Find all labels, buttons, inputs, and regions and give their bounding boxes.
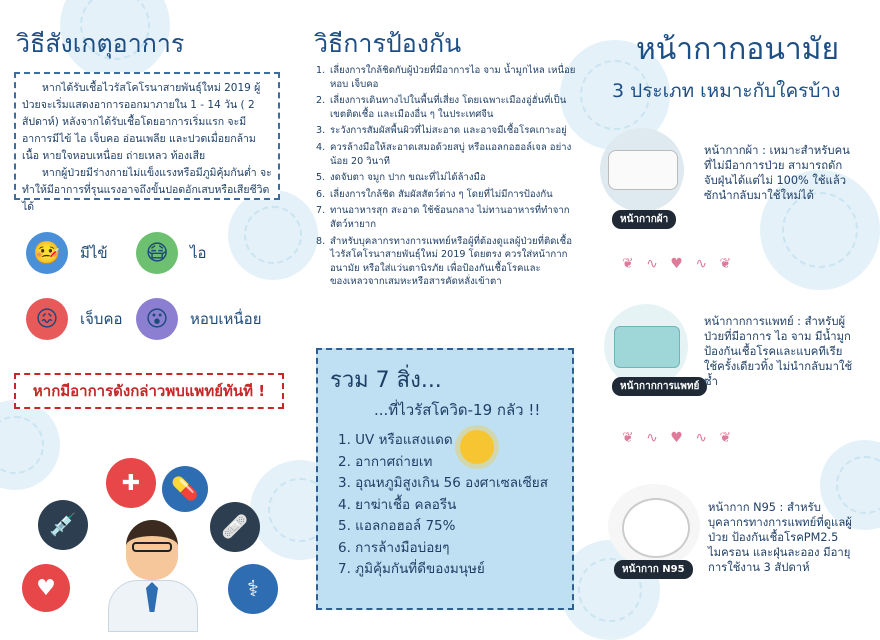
symptoms-description-box [14,72,280,213]
doctor-illustration [14,438,292,625]
list-item: 5. แอลกอฮอล์ 75% [338,518,456,534]
breathless-icon: 😮 [136,298,178,340]
list-item: 8. สำหรับบุคลากรทางการแพทย์หรือผู้ที่ต้องดูแลผู้ป่วยที่ติดเชื้อไวรัสโคโรนาสายพันธุ์ใหม่ 2019 โดยตรง ควรใส่หน้ากากอนามัย หรือใส่แว่นตานิรภัย เพื่อป้องกันเชื้อโรคและของเหลวจากเสมหะหรือสารคัดหลั่งเข้าตา [316,235,572,288]
list-item: 6. การล้างมือบ่อยๆ [338,539,450,556]
list-item: 4. ยาฆ่าเชื้อ คลอรีน [338,496,457,513]
list-item: 7. ทานอาหารสุก สะอาด ใช้ช้อนกลาง ไม่ทานอาหารที่ทำจากสัตว์หายาก [316,205,570,230]
list-item: 1. เลี่ยงการใกล้ชิดกับผู้ป่วยที่มีอาการไอ จาม น้ำมูกไหล เหนื่อยหอบ เจ็บคอ [316,65,576,90]
symptom-label: ไอ [190,244,207,262]
symptom-shortness-of-breath [136,298,261,340]
symptom-label: หอบเหนื่อย [190,310,262,328]
symptoms-paragraph-1: หากได้รับเชื้อไวรัสโคโรนาสายพันธุ์ใหม่ 2019 ผู้ป่วยจะเริ่มแสดงอาการออกมาภายใน 1 - 14 วัน ( 2 สัปดาห์) หลังจากได้รับเชื้อโดยอาการเริ่มแรก จะมีอาการมีไข้ ไอ เจ็บคอ อ่อนเพลีย และปวดเมื่อยกล้ามเนื้อ หายใจหอบเหนื่อย ถ่ายเหลว ท้องเสีย [22,82,261,162]
first-aid-icon: ✚ [106,458,156,508]
symptom-cough [136,232,207,274]
floral-divider: ❦ ∿ ♥ ∿ ❦ [622,256,736,272]
bandage-icon: 🩹 [210,502,260,552]
n95-mask-icon [622,498,690,558]
medical-mask-tag: หน้ากากการแพทย์ [612,377,707,396]
seven-things-list [338,430,548,581]
fever-icon: 🤒 [26,232,68,274]
medical-mask-image [604,304,688,388]
list-item: 7. ภูมิคุ้มกันที่ดีของมนุษย์ [338,561,485,577]
masks-subtitle: 3 ประเภท เหมาะกับใครบ้าง [612,80,841,102]
list-item: 1. UV หรือแสงแดด [338,432,453,448]
cough-icon: 😷 [136,232,178,274]
cloth-mask-icon [608,150,678,190]
symptom-label: เจ็บคอ [80,310,123,328]
medical-mask-icon [614,326,680,368]
cloth-mask-description: หน้ากากผ้า : เหมาะสำหรับคนที่ไม่มีอาการป่วย สามารถดักจับฝุ่นได้แต่ไม่ 100% ใช้แล้วซักนำกลับมาใช้ใหม่ได้ [704,144,850,202]
stethoscope-icon: ⚕ [228,564,278,614]
symptom-sore-throat [26,298,122,340]
symptom-fever [26,232,108,274]
symptom-label: มีไข้ [80,244,108,262]
prevention-list [316,64,578,292]
doctor-glasses [132,542,172,552]
n95-mask-tag: หน้ากาก N95 [614,560,693,579]
n95-mask-image [608,484,700,568]
floral-divider: ❦ ∿ ♥ ∿ ❦ [622,430,736,446]
symptoms-paragraph-2: หากผู้ป่วยมีร่างกายไม่แข็งแรงหรือมีภูมิคุ้มกันต่ำ จะทำให้มีอาการที่รุนแรงอาจถึงขั้นปอดอักเสบหรือเสียชีวิตได้ [22,167,272,213]
symptoms-title: วิธีสังเกตุอาการ [16,29,185,58]
list-item: 2. อากาศถ่ายเท [338,453,433,470]
list-item: 2. เลี่ยงการเดินทางไปในพื้นที่เสี่ยง โดยเฉพาะเมืองอู่ฮั่นที่เป็นเขตติดเชื้อ และเมืองอื่น ๆ ในประเทศจีน [316,95,567,120]
list-item: 3. อุณหภูมิสูงเกิน 56 องศาเซลเซียส [338,475,548,491]
list-item: 5. งดจับตา จมูก ปาก ขณะที่ไม่ได้ล้างมือ [316,172,486,184]
pill-icon: 💊 [162,466,208,512]
medical-mask-description: หน้ากากการแพทย์ : สำหรับผู้ป่วยที่มีอาการ ไอ จาม มีน้ำมูก ป้องกันเชื้อโรคและแบคทีเรีย ใช้ครั้งเดียวทิ้ง ไม่นำกลับมาใช้ซ้ำ [704,315,853,388]
list-item: 6. เลี่ยงการใกล้ชิด สัมผัสสัตว์ต่าง ๆ โดยที่ไม่มีการป้องกัน [316,188,553,200]
cloth-mask-image [600,128,684,212]
syringe-icon: 💉 [38,500,88,550]
cloth-mask-tag: หน้ากากผ้า [612,210,676,229]
prevention-title: วิธีการป้องกัน [314,29,462,58]
n95-mask-description: หน้ากาก N95 : สำหรับบุคลากรทางการแพทย์ที่ดูแลผู้ป่วย ป้องกันเชื้อโรคPM2.5 ไมครอน และฝุ่นละออง มีอายุการใช้งาน 3 สัปดาห์ [708,501,852,574]
list-item: 4. ควรล้างมือให้สะอาดเสมอด้วยสบู่ หรือแอลกอฮอล์เจล อย่างน้อย 20 วินาที [316,141,572,167]
seven-things-title: รวม 7 สิ่ง... [330,368,442,393]
masks-title: หน้ากากอนามัย [636,32,840,67]
warning-banner: หากมีอาการดังกล่าวพบแพทย์ทันที ! [14,373,284,409]
sore-throat-icon: 😖 [26,298,68,340]
heart-icon: ♥ [22,564,70,612]
list-item: 3. ระวังการสัมผัสพื้นผิวที่ไม่สะอาด และอาจมีเชื้อโรคเกาะอยู่ [316,125,567,137]
seven-things-subtitle: ...ที่ไวรัสโควิด-19 กลัว !! [374,401,541,419]
seven-things-box [316,348,574,610]
